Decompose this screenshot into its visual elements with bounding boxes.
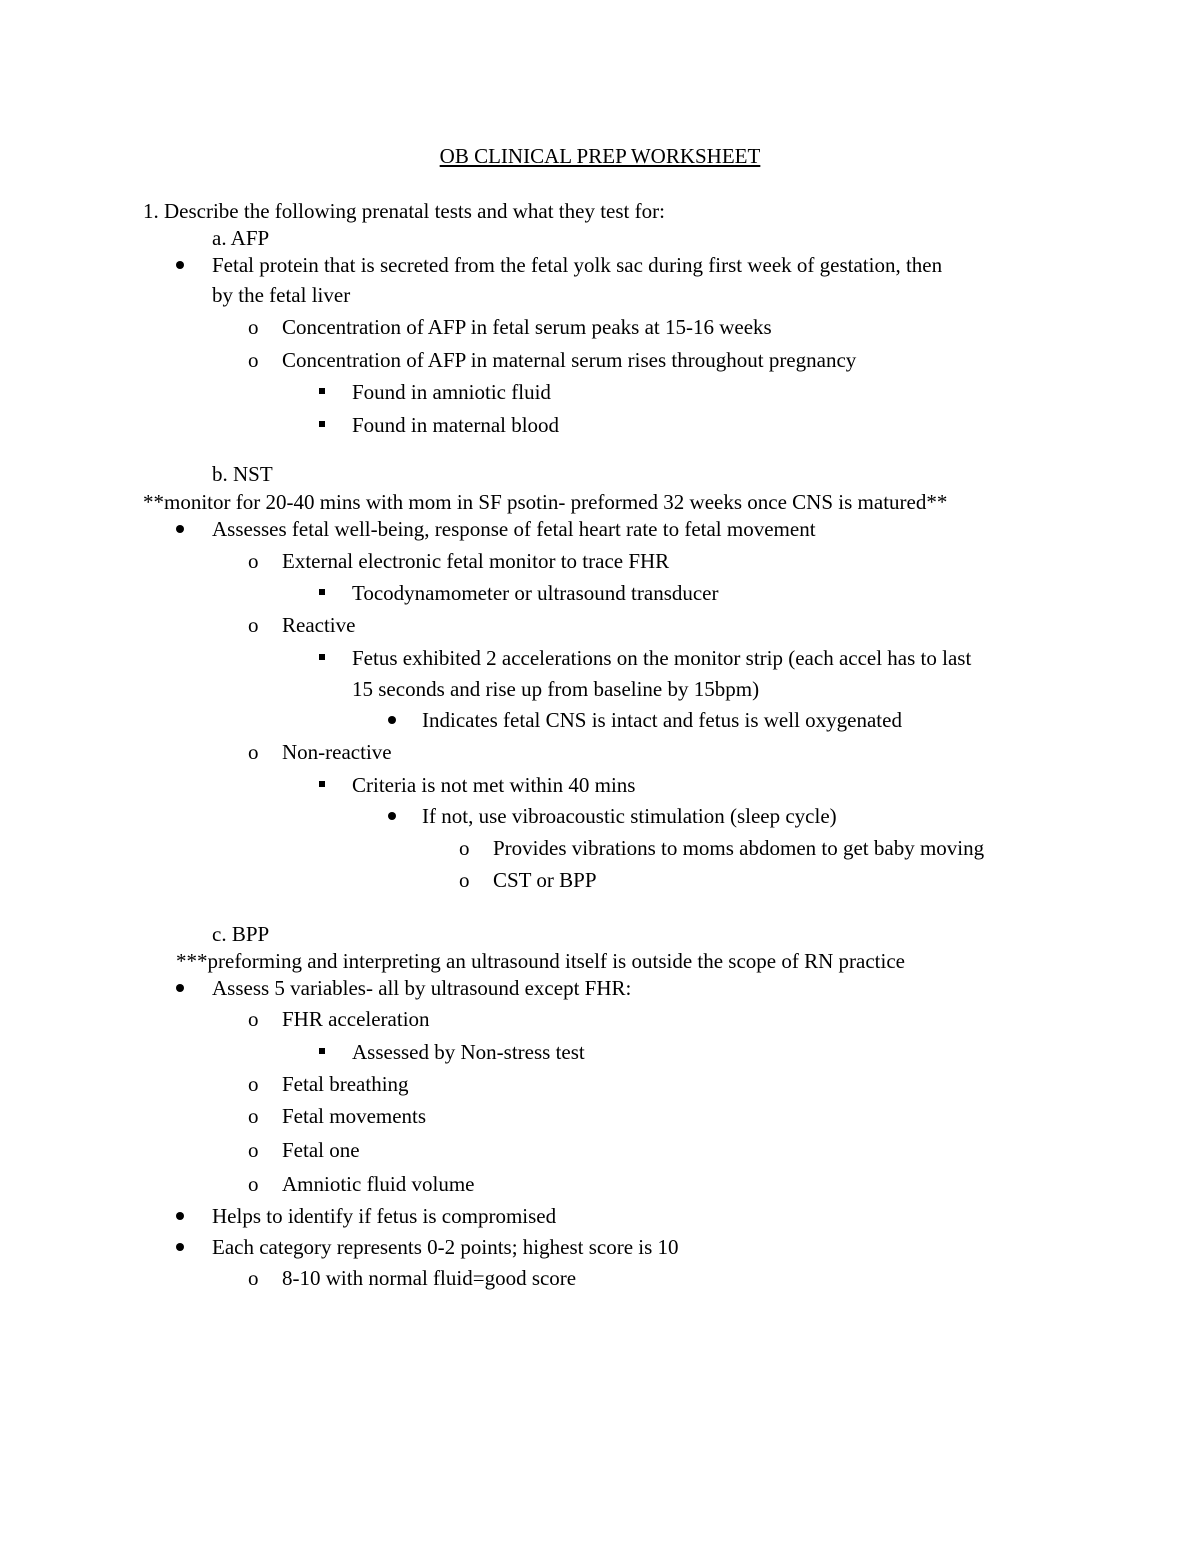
nst-subsub-1: Tocodynamometer or ultrasound transducer <box>352 581 719 605</box>
bpp-sub-4: Fetal one <box>282 1138 360 1162</box>
bpp-sub-3: Fetal movements <box>282 1104 427 1128</box>
nst-dot-1: Indicates fetal CNS is intact and fetus is well oxygenated <box>422 708 902 732</box>
circle-bullet-icon: o <box>248 1104 259 1128</box>
bullet-dot-icon <box>176 1243 184 1251</box>
nst-subsub-3: Criteria is not met within 40 mins <box>352 773 636 797</box>
circle-bullet-icon: o <box>248 1138 259 1162</box>
square-bullet-icon <box>319 654 325 660</box>
circle-bullet-icon: o <box>248 1007 259 1031</box>
nst-sub-1: External electronic fetal monitor to trace FHR <box>282 549 670 573</box>
circle-bullet-icon: o <box>248 549 259 573</box>
bullet-dot-icon <box>176 525 184 533</box>
nst-circle-2: CST or BPP <box>493 868 597 892</box>
question-1: 1. Describe the following prenatal tests and what they test for: <box>143 199 665 223</box>
square-bullet-icon <box>319 1048 325 1054</box>
bpp-bullet-1: Assess 5 variables- all by ultrasound except FHR: <box>212 976 632 1000</box>
bpp-sub-6: 8-10 with normal fluid=good score <box>282 1266 577 1290</box>
circle-bullet-icon: o <box>248 740 259 764</box>
square-bullet-icon <box>319 421 325 427</box>
circle-bullet-icon: o <box>459 868 470 892</box>
circle-bullet-icon: o <box>248 1072 259 1096</box>
page-title: OB CLINICAL PREP WORKSHEET <box>439 144 761 168</box>
nst-subsub-2-line-2: 15 seconds and rise up from baseline by 15bpm) <box>352 677 760 701</box>
bpp-sub-2: Fetal breathing <box>282 1072 409 1096</box>
circle-bullet-icon: o <box>248 315 259 339</box>
nst-bullet-1: Assesses fetal well-being, response of fetal heart rate to fetal movement <box>212 517 816 541</box>
nst-sub-3: Non-reactive <box>282 740 392 764</box>
afp-sub-1: Concentration of AFP in fetal serum peaks at 15-16 weeks <box>282 315 772 339</box>
square-bullet-icon <box>319 589 325 595</box>
nst-circle-1: Provides vibrations to moms abdomen to get baby moving <box>493 836 985 860</box>
bpp-subsub-1: Assessed by Non-stress test <box>352 1040 585 1064</box>
bpp-note: ***preforming and interpreting an ultrasound itself is outside the scope of RN practice <box>176 949 905 973</box>
bpp-sub-1: FHR acceleration <box>282 1007 430 1031</box>
nst-heading: b. NST <box>212 462 273 486</box>
nst-dot-2: If not, use vibroacoustic stimulation (sleep cycle) <box>422 804 837 828</box>
afp-subsub-1: Found in amniotic fluid <box>352 380 551 404</box>
circle-bullet-icon: o <box>248 1172 259 1196</box>
afp-bullet-1-line-1: Fetal protein that is secreted from the fetal yolk sac during first week of gestation, then <box>212 253 943 277</box>
bullet-dot-icon <box>176 1212 184 1220</box>
bullet-dot-icon <box>388 812 396 820</box>
afp-subsub-2: Found in maternal blood <box>352 413 560 437</box>
bpp-heading: c. BPP <box>212 922 270 946</box>
bpp-bullet-2: Helps to identify if fetus is compromised <box>212 1204 557 1228</box>
circle-bullet-icon: o <box>248 613 259 637</box>
bullet-dot-icon <box>388 716 396 724</box>
nst-sub-2: Reactive <box>282 613 356 637</box>
bpp-bullet-3: Each category represents 0-2 points; highest score is 10 <box>212 1235 679 1259</box>
nst-subsub-2-line-1: Fetus exhibited 2 accelerations on the monitor strip (each accel has to last <box>352 646 972 670</box>
square-bullet-icon <box>319 388 325 394</box>
afp-bullet-1-line-2: by the fetal liver <box>212 283 351 307</box>
circle-bullet-icon: o <box>248 348 259 372</box>
nst-note: **monitor for 20-40 mins with mom in SF psotin- preformed 32 weeks once CNS is matured** <box>143 490 948 514</box>
afp-heading: a. AFP <box>212 226 270 250</box>
circle-bullet-icon: o <box>248 1266 259 1290</box>
square-bullet-icon <box>319 781 325 787</box>
circle-bullet-icon: o <box>459 836 470 860</box>
bullet-dot-icon <box>176 984 184 992</box>
bpp-sub-5: Amniotic fluid volume <box>282 1172 475 1196</box>
bullet-dot-icon <box>176 261 184 269</box>
afp-sub-2: Concentration of AFP in maternal serum rises throughout pregnancy <box>282 348 857 372</box>
